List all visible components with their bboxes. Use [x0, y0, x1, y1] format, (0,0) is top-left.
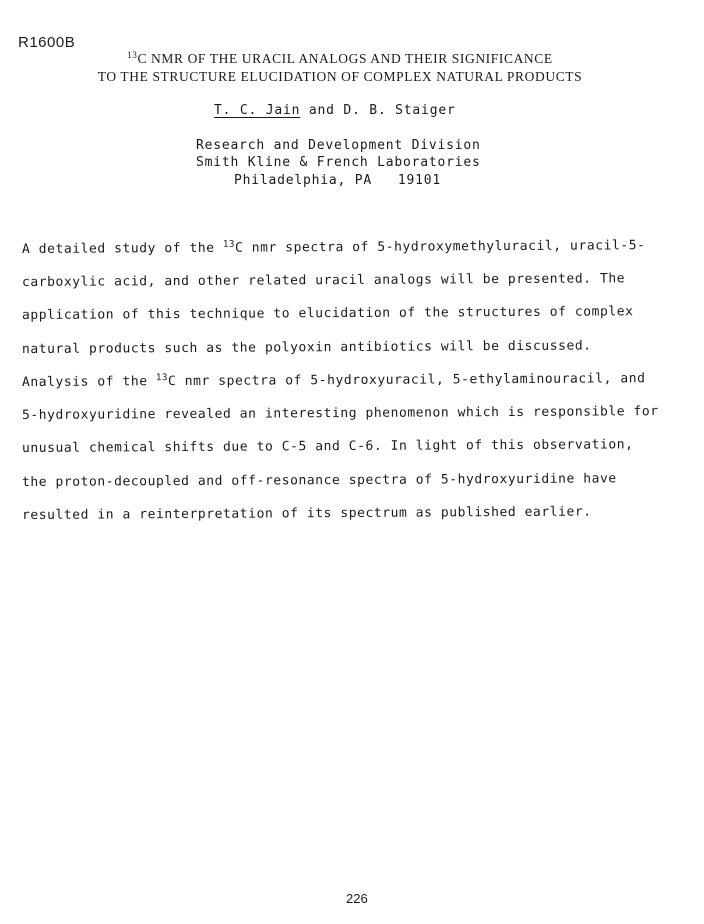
- abstract-line-2: carboxylic acid, and other related uracil analogs will be presented. The: [21, 271, 626, 290]
- abstract-line-4: natural products such as the polyoxin antibiotics will be discussed.: [21, 338, 592, 357]
- affiliation-address: Philadelphia, PA 19101: [234, 173, 442, 188]
- abstract-line-6: 5-hydroxyuridine revealed an interesting phenomenon which is responsible for: [21, 404, 659, 423]
- abstract-line-1-pre: A detailed study of the: [21, 240, 224, 257]
- abstract-line-8: the proton-decoupled and off-resonance spectra of 5-hydroxyuridine have: [21, 471, 617, 490]
- abstract-line-5: [22, 371, 646, 390]
- abstract-line-9: resulted in a reinterpretation of its spectrum as published earlier.: [21, 504, 592, 523]
- co-author: D. B. Staiger: [343, 103, 456, 118]
- author-conjunction: and: [300, 103, 344, 118]
- title-isotope-superscript: 13: [127, 50, 138, 60]
- abstract-line-1-post: C nmr spectra of 5-hydroxymethyluracil, uracil-5-: [234, 238, 646, 256]
- abstract-line-3: application of this technique to elucidation of the structures of complex: [21, 304, 634, 323]
- presenting-author: T. C. Jain: [214, 103, 301, 118]
- title-line-1: [60, 50, 620, 68]
- document-id: R1600B: [18, 34, 76, 51]
- affiliation-company: Smith Kline & French Laboratories: [196, 155, 481, 170]
- affiliation-division: Research and Development Division: [196, 138, 481, 153]
- title-line-2: TO THE STRUCTURE ELUCIDATION OF COMPLEX NATURAL PRODUCTS: [97, 69, 583, 84]
- abstract-line-5-post: C nmr spectra of 5-hydroxyuracil, 5-ethylaminouracil, and: [167, 371, 646, 390]
- abstract-line-5-superscript: 13: [155, 373, 168, 384]
- authors: [214, 103, 456, 118]
- abstract-line-1: [22, 238, 646, 257]
- page-number: 226: [346, 891, 368, 906]
- abstract-line-1-superscript: 13: [222, 239, 235, 250]
- title-line-1-text: C NMR OF THE URACIL ANALOGS AND THEIR SIGNIFICANCE: [137, 51, 553, 66]
- abstract-line-7: unusual chemical shifts due to C-5 and C-6. In light of this observation,: [21, 437, 634, 456]
- abstract-line-5-pre: Analysis of the: [21, 374, 157, 390]
